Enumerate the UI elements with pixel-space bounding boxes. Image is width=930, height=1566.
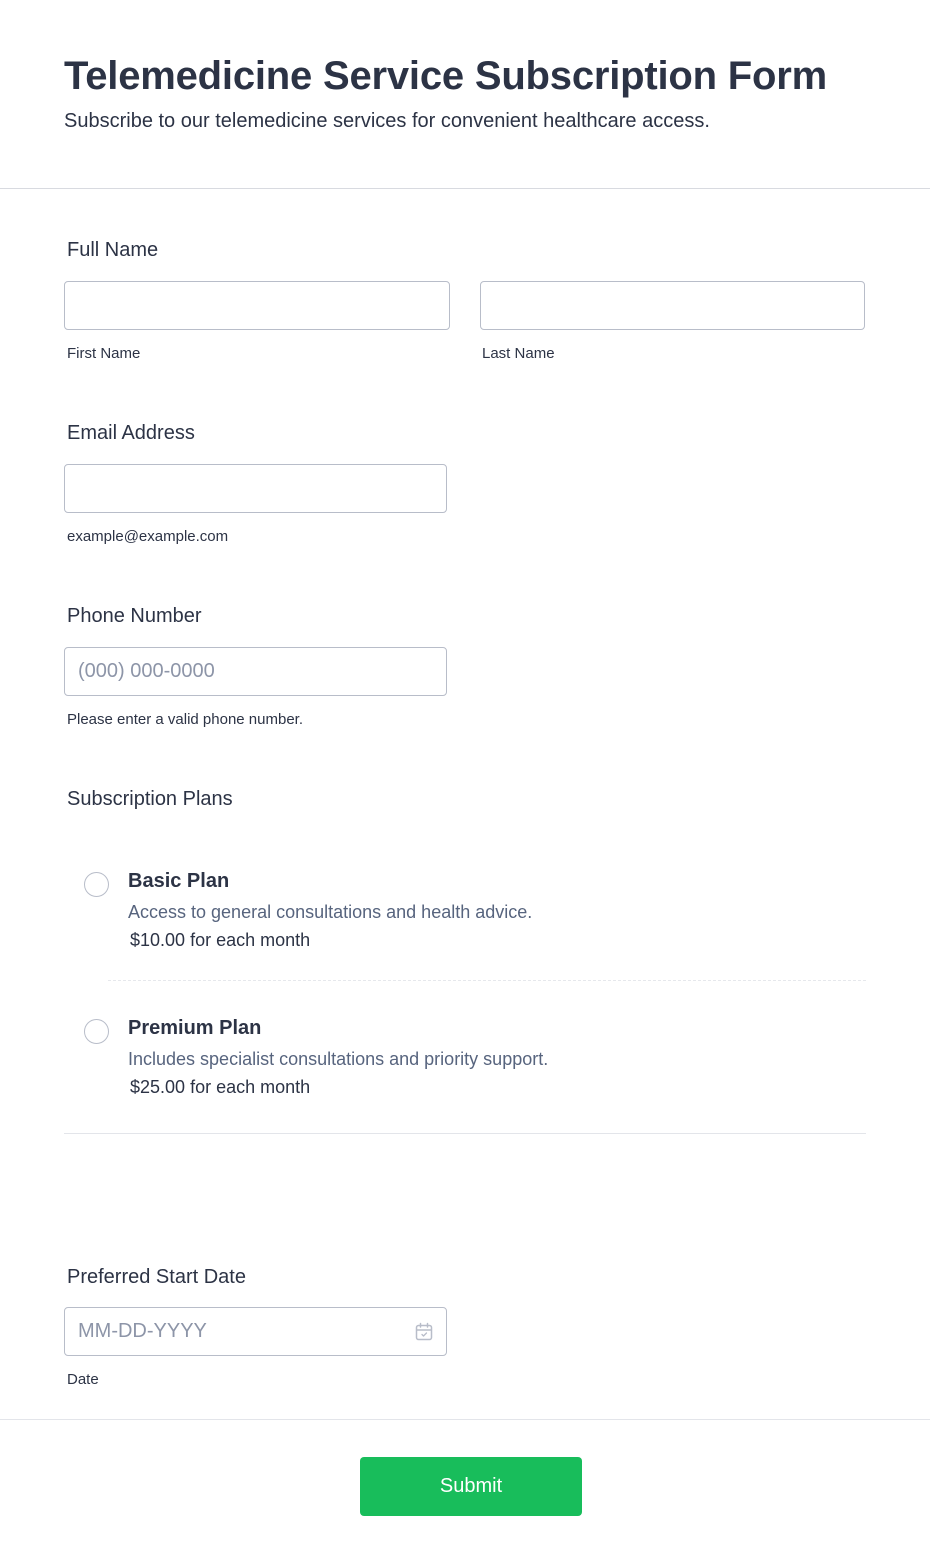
basic-plan-name: Basic Plan — [128, 870, 230, 892]
basic-plan-amount: $10.00 — [130, 930, 186, 950]
email-sublabel: example@example.com — [67, 528, 229, 545]
phone-label: Phone Number — [67, 605, 202, 627]
start-date-input[interactable] — [64, 1307, 447, 1356]
last-name-sublabel: Last Name — [482, 345, 555, 362]
form-header — [0, 0, 930, 189]
basic-plan-period: for each month — [190, 930, 311, 950]
start-date-label: Preferred Start Date — [67, 1266, 246, 1288]
plan-divider — [108, 980, 866, 981]
start-date-sublabel: Date — [67, 1371, 99, 1388]
phone-sublabel: Please enter a valid phone number. — [67, 711, 303, 728]
email-input[interactable] — [64, 464, 447, 513]
calendar-icon[interactable] — [414, 1322, 434, 1342]
page-title: Telemedicine Service Subscription Form — [64, 54, 828, 98]
phone-input[interactable] — [64, 647, 447, 696]
basic-plan-price — [130, 930, 310, 951]
basic-plan-description: Access to general consultations and health advice. — [128, 902, 533, 922]
basic-plan-radio[interactable] — [84, 872, 109, 897]
email-label: Email Address — [67, 422, 195, 444]
first-name-sublabel: First Name — [67, 345, 141, 362]
page-subtitle: Subscribe to our telemedicine services for convenient healthcare access. — [64, 110, 710, 132]
premium-plan-price — [130, 1077, 310, 1098]
last-name-input[interactable] — [480, 281, 865, 330]
premium-plan-radio[interactable] — [84, 1019, 109, 1044]
premium-plan-amount: $25.00 — [130, 1077, 186, 1097]
premium-plan-name: Premium Plan — [128, 1017, 262, 1039]
full-name-label: Full Name — [67, 239, 159, 261]
plans-bottom-divider — [64, 1133, 866, 1134]
subscription-plans-label: Subscription Plans — [67, 788, 233, 810]
submit-button[interactable]: Submit — [360, 1457, 582, 1516]
premium-plan-description: Includes specialist consultations and priority support. — [128, 1049, 549, 1069]
premium-plan-period: for each month — [190, 1077, 311, 1097]
first-name-input[interactable] — [64, 281, 450, 330]
